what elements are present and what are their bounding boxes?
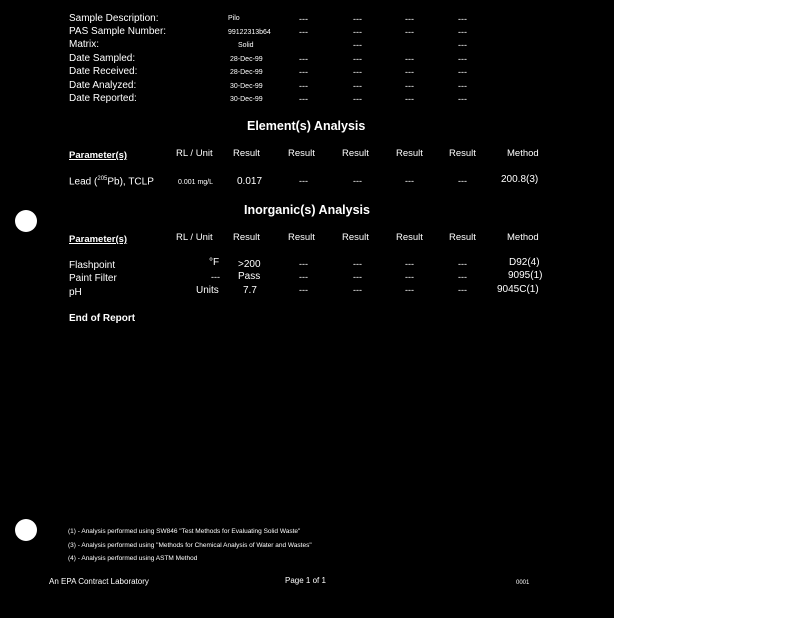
empty-cell: --- <box>299 285 308 295</box>
empty-cell: --- <box>405 285 414 295</box>
column-header-result: Result <box>396 148 423 159</box>
empty-cell: --- <box>458 259 467 269</box>
empty-cell: --- <box>353 40 362 50</box>
empty-cell: --- <box>299 27 308 37</box>
page-number: Page 1 of 1 <box>285 576 326 585</box>
empty-cell: --- <box>458 81 467 91</box>
empty-cell: --- <box>353 27 362 37</box>
footnote: (1) - Analysis performed using SW846 "Test Methods for Evaluating Solid Waste" <box>68 528 301 535</box>
empty-cell: --- <box>353 81 362 91</box>
parameter-prefix: Lead ( <box>69 176 98 188</box>
empty-cell: --- <box>353 285 362 295</box>
column-header-result: Result <box>449 232 476 243</box>
sample-label: Sample Description: <box>69 13 159 24</box>
column-header-method: Method <box>507 148 539 159</box>
column-header-result: Result <box>288 148 315 159</box>
sample-value: 28-Dec-99 <box>230 56 263 63</box>
empty-cell: --- <box>299 272 308 282</box>
footnote: (3) - Analysis performed using "Methods for Chemical Analysis of Water and Wastes" <box>68 542 312 549</box>
footnote: (4) - Analysis performed using ASTM Method <box>68 555 198 562</box>
rl-cell: °F <box>209 257 220 268</box>
empty-cell: --- <box>458 272 467 282</box>
empty-cell: --- <box>405 54 414 64</box>
empty-cell: --- <box>353 14 362 24</box>
empty-cell: --- <box>405 259 414 269</box>
empty-cell: --- <box>353 259 362 269</box>
rl-cell: 0.001 mg/L <box>178 179 214 186</box>
method-cell: 9045C(1) <box>497 284 539 295</box>
sample-value: 99122313b64 <box>228 29 271 36</box>
result-cell: Pass <box>238 271 261 282</box>
result-cell: 0.017 <box>237 176 263 187</box>
parameter-cell <box>69 176 154 187</box>
section-title: Inorganic(s) Analysis <box>244 203 370 217</box>
rl-cell: Units <box>196 285 219 296</box>
empty-cell: --- <box>458 40 467 50</box>
method-cell: 9095(1) <box>508 270 543 281</box>
result-cell: >200 <box>238 259 261 270</box>
empty-cell: --- <box>405 176 414 186</box>
column-header-parameter: Parameter(s) <box>69 234 128 245</box>
sample-label: Date Reported: <box>69 93 137 104</box>
column-header-result: Result <box>233 148 260 159</box>
punch-hole <box>15 519 37 541</box>
column-header-rl: RL / Unit <box>176 148 213 159</box>
empty-cell: --- <box>405 27 414 37</box>
empty-cell: --- <box>405 14 414 24</box>
empty-cell: --- <box>458 67 467 77</box>
empty-cell: --- <box>299 259 308 269</box>
empty-cell: --- <box>405 94 414 104</box>
page-code: 0001 <box>516 580 530 586</box>
empty-cell: --- <box>299 176 308 186</box>
empty-cell: --- <box>405 81 414 91</box>
empty-cell: --- <box>405 67 414 77</box>
empty-cell: --- <box>299 54 308 64</box>
punch-hole <box>15 210 37 232</box>
empty-cell: --- <box>353 94 362 104</box>
column-header-rl: RL / Unit <box>176 232 213 243</box>
sample-value: 30-Dec-99 <box>230 83 263 90</box>
isotope-superscript: 205 <box>97 176 108 182</box>
sample-label: Date Received: <box>69 66 138 77</box>
empty-cell: --- <box>299 67 308 77</box>
column-header-result: Result <box>342 232 369 243</box>
sample-value: 30-Dec-99 <box>230 96 263 103</box>
sample-label: PAS Sample Number: <box>69 26 167 37</box>
column-header-result: Result <box>449 148 476 159</box>
empty-cell: --- <box>353 67 362 77</box>
empty-cell: --- <box>353 176 362 186</box>
sample-label: Date Sampled: <box>69 53 136 64</box>
parameter-cell: pH <box>69 287 82 298</box>
empty-cell: --- <box>458 94 467 104</box>
column-header-parameter: Parameter(s) <box>69 150 128 161</box>
sample-value: 28-Dec-99 <box>230 69 263 76</box>
method-cell: 200.8(3) <box>501 174 539 185</box>
sample-value: Pilo <box>228 15 240 22</box>
sample-label: Matrix: <box>69 39 99 50</box>
empty-cell: --- <box>458 27 467 37</box>
parameter-cell: Flashpoint <box>69 260 116 271</box>
empty-cell: --- <box>458 176 467 186</box>
parameter-cell: Paint Filter <box>69 273 117 284</box>
empty-cell: --- <box>299 94 308 104</box>
empty-cell: --- <box>458 285 467 295</box>
empty-cell: --- <box>299 14 308 24</box>
rl-cell: --- <box>211 272 220 282</box>
column-header-result: Result <box>342 148 369 159</box>
parameter-suffix: Pb), TCLP <box>107 176 154 188</box>
footer-lab-name: An EPA Contract Laboratory <box>49 577 149 586</box>
empty-cell: --- <box>458 14 467 24</box>
column-header-method: Method <box>507 232 539 243</box>
empty-cell: --- <box>458 54 467 64</box>
end-of-report: End of Report <box>69 313 136 324</box>
column-header-result: Result <box>396 232 423 243</box>
empty-cell: --- <box>405 272 414 282</box>
empty-cell: --- <box>353 54 362 64</box>
section-title: Element(s) Analysis <box>247 119 366 133</box>
empty-cell: --- <box>299 81 308 91</box>
sample-value: Solid <box>238 42 254 49</box>
column-header-result: Result <box>233 232 260 243</box>
column-header-result: Result <box>288 232 315 243</box>
method-cell: D92(4) <box>509 257 540 268</box>
empty-cell: --- <box>353 272 362 282</box>
sample-label: Date Analyzed: <box>69 80 137 91</box>
result-cell: 7.7 <box>243 285 257 296</box>
